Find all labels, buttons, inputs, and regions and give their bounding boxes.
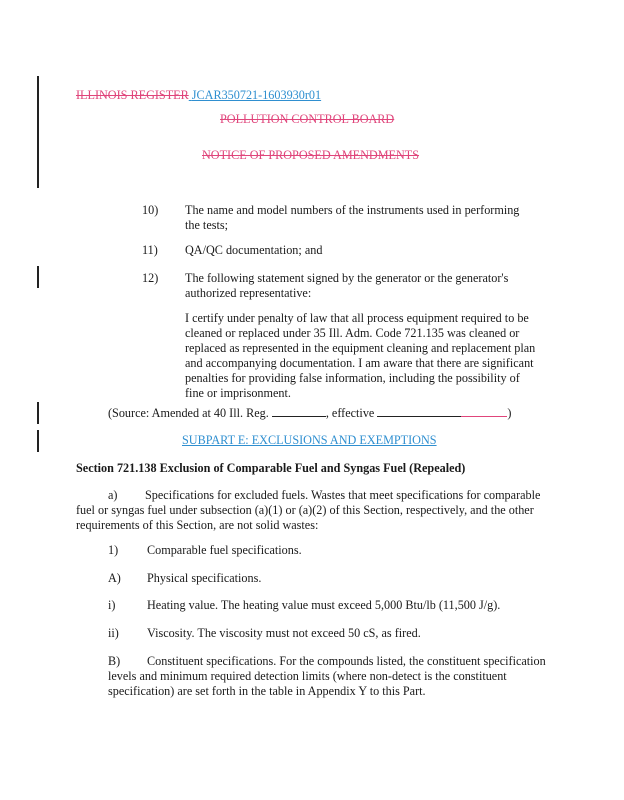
register-deleted: ILLINOIS REGISTER (76, 88, 189, 102)
revision-bar (37, 402, 39, 424)
subsection-B (108, 654, 548, 699)
subsection-a-text-first: Specifications for excluded fuels. Wastes that meet specifications for comparable (145, 488, 541, 502)
subsection-a-label: a) (108, 488, 118, 502)
subA-label: A) (108, 571, 121, 585)
revision-bar (37, 430, 39, 452)
source-prefix: (Source: Amended at 40 Ill. Reg. (108, 406, 269, 420)
subB-label: B) (108, 654, 121, 668)
item-text: The following statement signed by the generator or the generator's authorized representative: (185, 271, 509, 300)
register-header (76, 88, 321, 103)
source-suffix: ) (507, 406, 512, 420)
revision-bar (37, 266, 39, 288)
subsection-a (76, 488, 546, 533)
subB-text-first: Constituent specifications. For the compounds listed, the constituent specification (147, 654, 546, 668)
source-effective: , effective (325, 406, 375, 420)
reg-blank (272, 405, 326, 417)
board-name: POLLUTION CONTROL BOARD (220, 112, 395, 126)
section-title: Section 721.138 Exclusion of Comparable Fuel and Syngas Fuel (Repealed) (76, 461, 466, 475)
subB-text-rest: levels and minimum required detection limits (where non-detect is the constituent specification) are set forth in the table in Appendix Y to this Part. (108, 669, 507, 698)
item-text: QA/QC documentation; and (185, 243, 323, 257)
item-text: The name and model numbers of the instruments used in performing the tests; (185, 203, 520, 232)
item-number: 10) (142, 203, 159, 217)
subsection-a-text-rest: fuel or syngas fuel under subsection (a)(1) or (a)(2) of this Section, respectively, and the other requirements of this Section, are not solid wastes: (76, 503, 534, 532)
notice-title: NOTICE OF PROPOSED AMENDMENTS (202, 148, 420, 162)
sub1-text: Comparable fuel specifications. (147, 543, 302, 557)
effective-blank-inserted (461, 405, 507, 417)
subii-text: Viscosity. The viscosity must not exceed 50 cS, as fired. (147, 626, 421, 640)
item-number: 12) (142, 271, 159, 285)
subpart-heading: SUBPART E: EXCLUSIONS AND EXEMPTIONS (182, 433, 437, 447)
subi-label: i) (108, 598, 116, 612)
revision-bar (37, 76, 39, 188)
register-inserted: JCAR350721-1603930r01 (191, 88, 322, 102)
sub1-label: 1) (108, 543, 119, 557)
effective-blank (377, 405, 461, 417)
subA-text: Physical specifications. (147, 571, 262, 585)
item-number: 11) (142, 243, 158, 257)
subii-label: ii) (108, 626, 119, 640)
subi-text: Heating value. The heating value must exceed 5,000 Btu/lb (11,500 J/g). (147, 598, 501, 612)
certification-statement: I certify under penalty of law that all process equipment required to be cleaned or replaced under 35 Ill. Adm. Code 721.135 was cleaned or replaced as represented in the equipment cleaning and replacement plan and accompanying documentation. I am aware that there are significant penalties for providing false information, including the possibility of fine or imprisonment. (185, 311, 536, 400)
source-note (108, 405, 511, 421)
